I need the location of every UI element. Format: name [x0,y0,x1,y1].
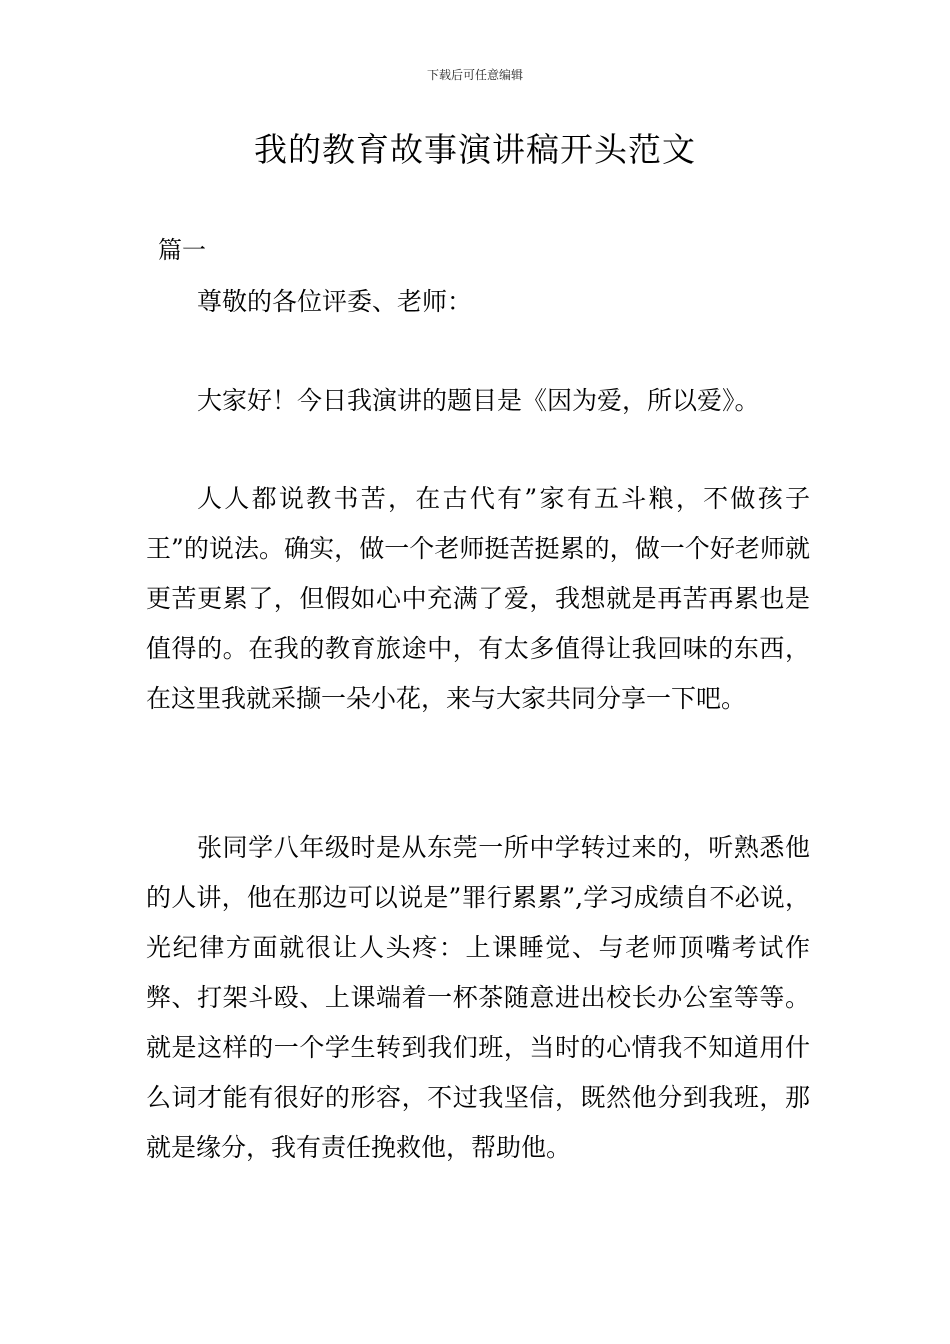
paragraph-story: 张同学八年级时是从东莞一所中学转过来的，听熟悉他的人讲，他在那边可以说是”罪行累累”,学习成绩自不必说，光纪律方面就很让人头疼：上课睡觉、与老师顶嘴考试作弊、打架斗殴、上课端着一杯茶随意进出校长办公室等等。就是这样的一个学生转到我们班，当时的心情我不知道用什么词才能有很好的形容，不过我坚信，既然他分到我班，那就是缘分，我有责任挽救他，帮助他。 [146,833,810,1162]
paragraph-salutation: 尊敬的各位评委、老师： [197,287,473,316]
paragraph-greeting: 大家好！今日我演讲的题目是《因为爱，所以爱》。 [197,386,760,415]
paragraph-intro: 人人都说教书苦，在古代有”家有五斗粮，不做孩子王”的说法。确实，做一个老师挺苦挺累的，做一个好老师就更苦更累了，但假如心中充满了爱，我想就是再苦再累也是值得的。在我的教育旅途中，有太多值得让我回味的东西，在这里我就采撷一朵小花，来与大家共同分享一下吧。 [146,484,810,713]
document-title: 我的教育故事演讲稿开头范文 [254,130,696,169]
section-label: 篇一 [158,236,206,264]
header-note: 下载后可任意编辑 [426,68,523,82]
